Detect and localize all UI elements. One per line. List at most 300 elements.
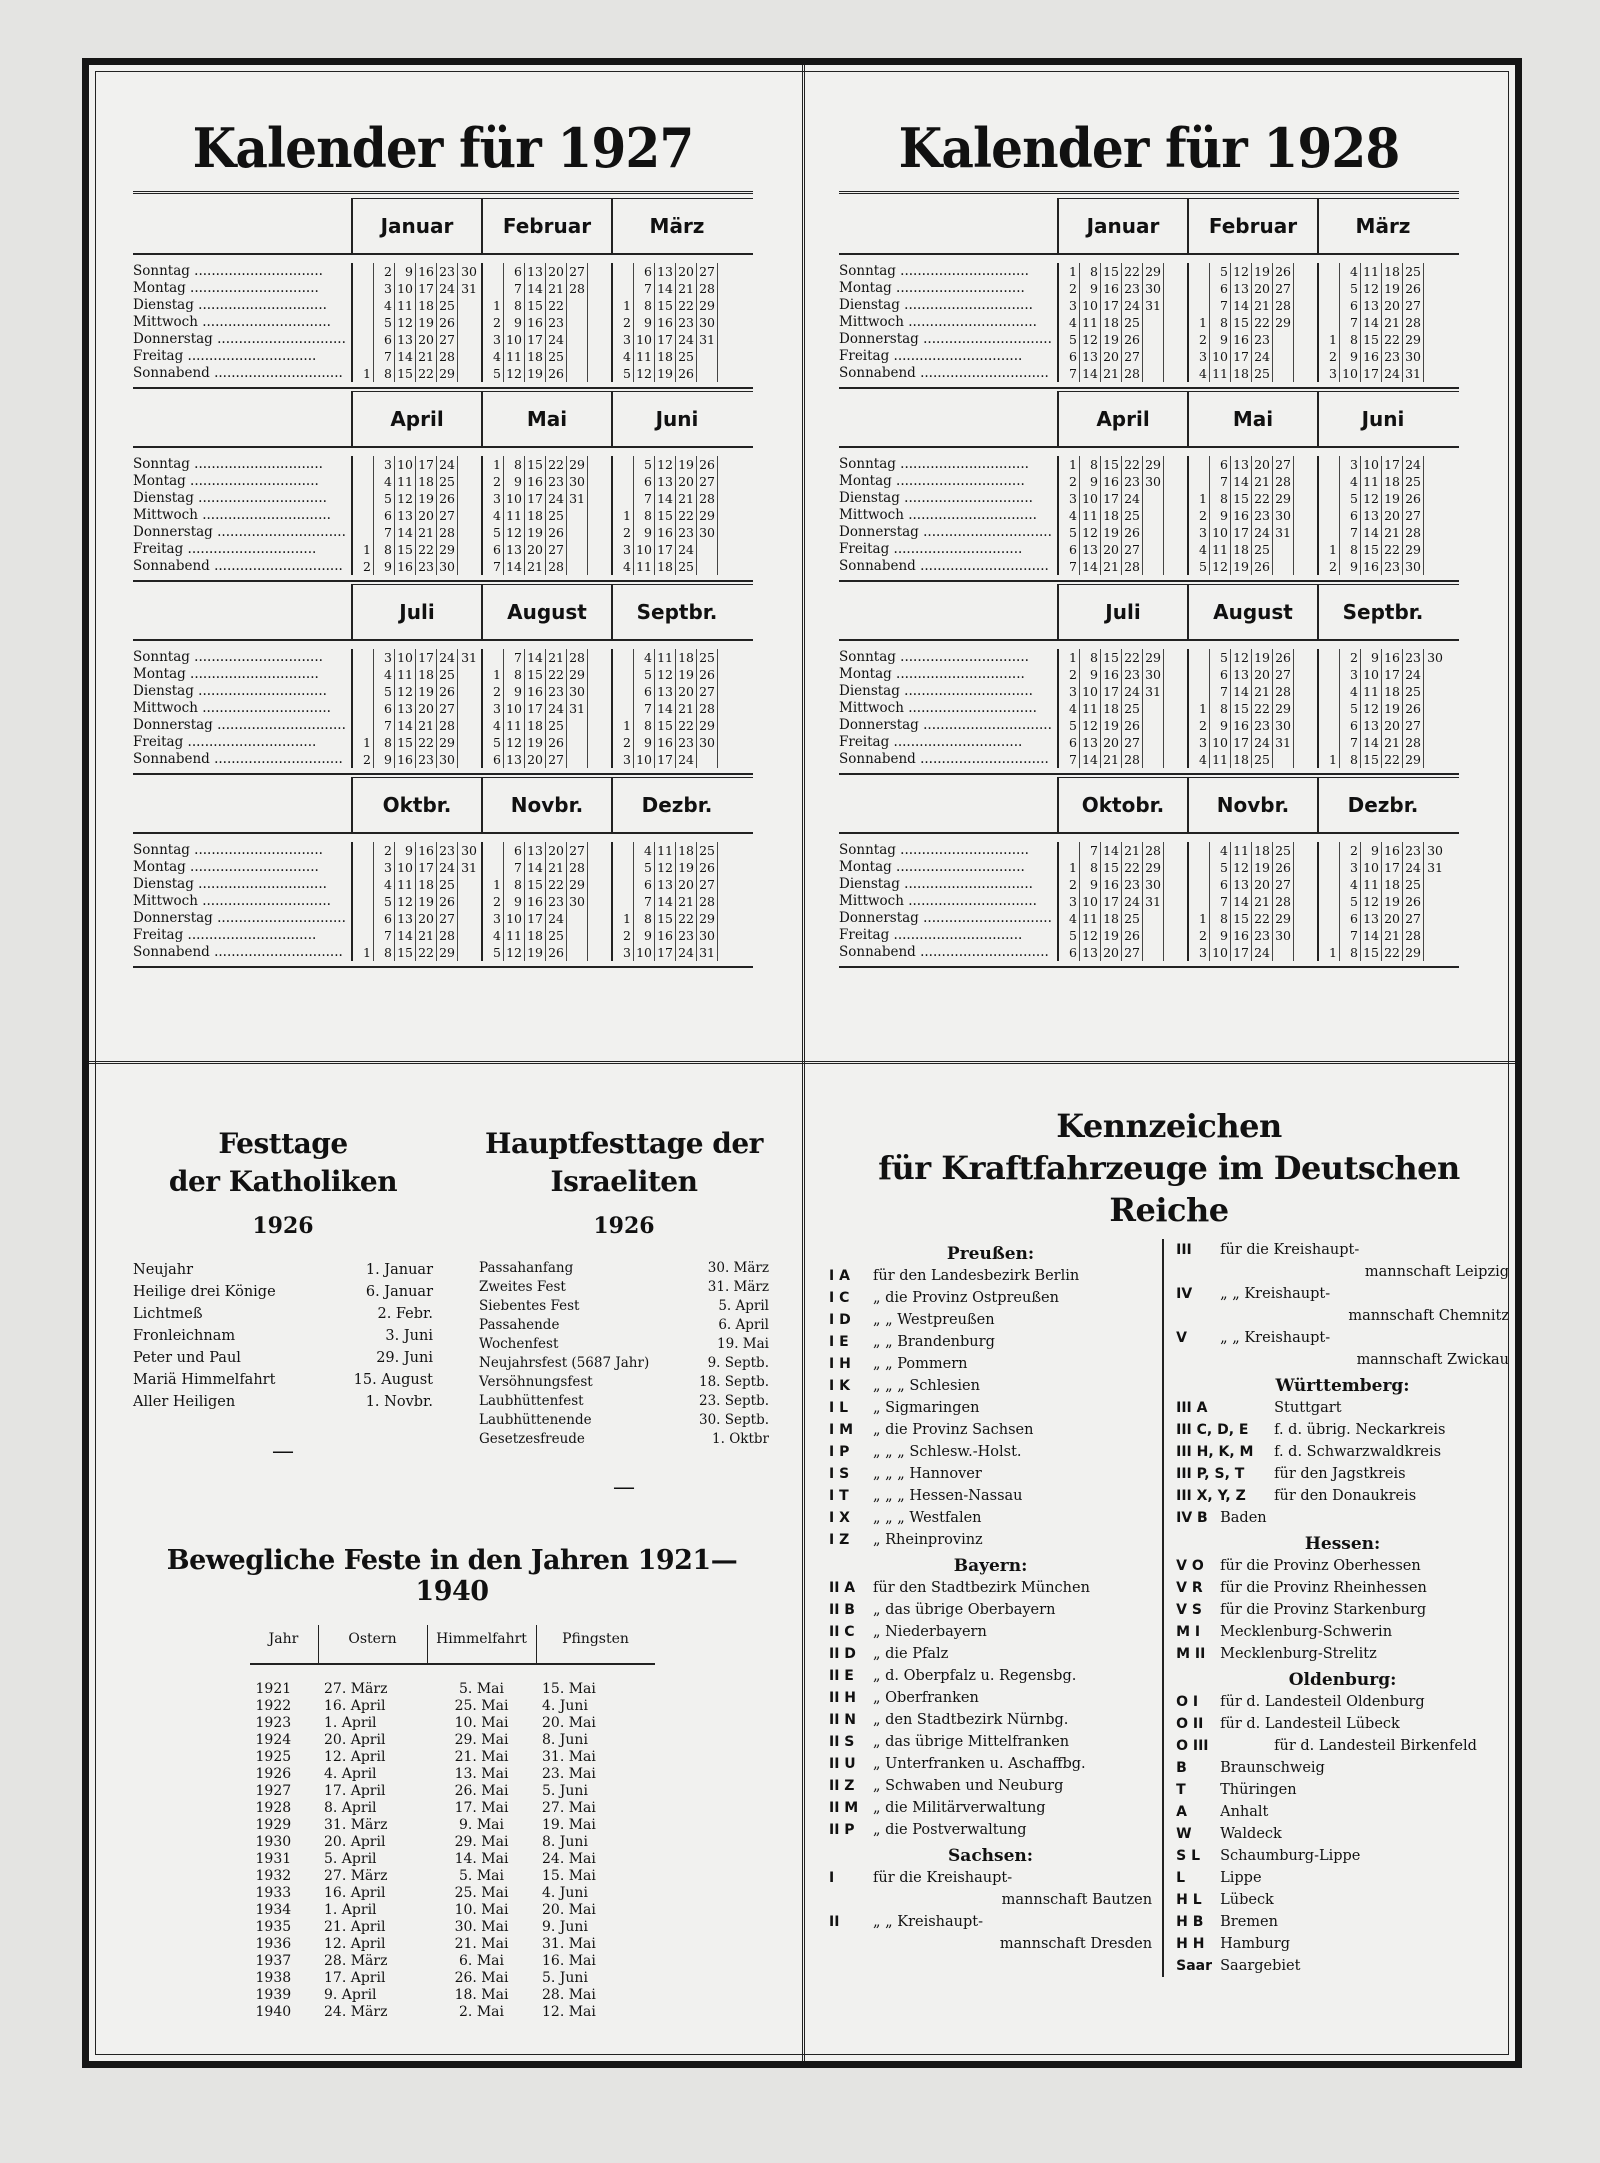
day-cell: 13 <box>395 331 416 348</box>
weekday-name: Dienstag <box>133 490 194 506</box>
fest-date: 30. Septb. <box>699 1412 769 1428</box>
plate-region: für die Kreishaupt- <box>1220 1242 1360 1258</box>
day-cell: 9 <box>634 524 655 541</box>
kennzeichen-row <box>829 1599 1152 1621</box>
week-row <box>1059 541 1187 558</box>
week-row <box>613 910 741 927</box>
day-cell <box>567 944 588 961</box>
table-cell: 28. März <box>324 1953 388 1969</box>
day-cell <box>1164 365 1185 382</box>
day-cell: 1 <box>1319 944 1340 961</box>
day-cell: 18 <box>1231 541 1252 558</box>
day-cell: 9 <box>504 893 525 910</box>
weekday-name: Sonntag <box>839 456 896 472</box>
plate-region: Baden <box>1220 1510 1267 1526</box>
day-cell: 19 <box>1382 490 1403 507</box>
plate-region: mannschaft Dresden <box>999 1936 1153 1952</box>
day-cell <box>458 473 479 490</box>
day-cell <box>718 263 739 280</box>
week-row <box>1319 348 1447 365</box>
day-cell: 24 <box>546 700 567 717</box>
day-cell <box>718 700 739 717</box>
table-cell: 21. Mai <box>454 1749 509 1765</box>
kennzeichen-row <box>829 1665 1152 1687</box>
kennzeichen-row <box>1176 1889 1509 1911</box>
weekday-name: Sonnabend <box>839 751 916 767</box>
day-cell: 20 <box>525 541 546 558</box>
day-cell <box>613 263 634 280</box>
day-cell: 14 <box>1361 314 1382 331</box>
month-name: Oktobr. <box>1057 778 1187 832</box>
week-row <box>1189 910 1317 927</box>
day-cell: 28 <box>1403 524 1424 541</box>
day-cell: 4 <box>1189 751 1210 768</box>
week-row <box>613 700 741 717</box>
day-cell <box>613 649 634 666</box>
plate-region: Lippe <box>1220 1870 1262 1886</box>
day-cell: 8 <box>504 666 525 683</box>
fest-item <box>479 1278 769 1297</box>
day-cell: 6 <box>483 751 504 768</box>
week-row <box>1059 700 1187 717</box>
day-cell: 6 <box>374 910 395 927</box>
day-cell: 26 <box>546 524 567 541</box>
day-cell: 19 <box>525 524 546 541</box>
day-cell: 16 <box>1231 717 1252 734</box>
day-cell: 1 <box>1059 649 1080 666</box>
day-cell: 9 <box>1210 927 1231 944</box>
day-cell <box>1294 490 1315 507</box>
month-name: Februar <box>1187 199 1317 253</box>
day-cell <box>1294 751 1315 768</box>
table-row <box>250 1817 655 1834</box>
week-row <box>353 456 481 473</box>
day-cell <box>588 348 609 365</box>
leader-dots: .............................. <box>197 700 331 716</box>
day-cell: 30 <box>1427 650 1443 665</box>
day-cell <box>1294 717 1315 734</box>
day-cell: 22 <box>1252 910 1273 927</box>
col-header-himmelfahrt: Himmelfahrt <box>427 1625 536 1664</box>
fest-date: 31. März <box>707 1279 769 1295</box>
plate-region: Waldeck <box>1220 1826 1282 1842</box>
day-cell: 26 <box>697 859 718 876</box>
weekday-label <box>133 683 351 700</box>
week-row <box>1189 876 1317 893</box>
kennzeichen-columns <box>829 1239 1509 1977</box>
day-cell: 25 <box>1403 876 1424 893</box>
fest-date: 30. März <box>707 1260 769 1276</box>
day-cell <box>588 751 609 768</box>
fest-name: Peter und Paul <box>133 1350 241 1366</box>
day-cell <box>613 280 634 297</box>
day-cell: 11 <box>1361 683 1382 700</box>
day-cell: 12 <box>504 365 525 382</box>
plate-region: „ die Militärverwaltung <box>873 1800 1046 1816</box>
leader-dots: .............................. <box>915 365 1049 381</box>
day-cell <box>567 734 588 751</box>
day-cell: 17 <box>525 490 546 507</box>
day-cell: 17 <box>525 700 546 717</box>
weekday-label <box>133 541 351 558</box>
leader-dots: .............................. <box>889 927 1023 943</box>
day-cell: 26 <box>546 365 567 382</box>
plate-region: mannschaft Bautzen <box>1001 1892 1153 1908</box>
week-row <box>1319 666 1447 683</box>
day-cell: 9 <box>374 558 395 575</box>
day-cell <box>588 524 609 541</box>
day-cell: 22 <box>1122 263 1143 280</box>
day-cell <box>1143 331 1164 348</box>
calendar-quarter <box>839 584 1459 775</box>
day-cell <box>588 263 609 280</box>
kennzeichen-row <box>829 1577 1152 1599</box>
kennzeichen-row <box>829 1375 1152 1397</box>
day-cell <box>718 490 739 507</box>
day-cell: 7 <box>1340 734 1361 751</box>
day-cell <box>1164 683 1185 700</box>
plate-region: „ Rheinprovinz <box>873 1532 983 1548</box>
day-cell <box>588 734 609 751</box>
day-cell: 1 <box>1059 456 1080 473</box>
plate-code: I S <box>829 1466 850 1482</box>
plate-region: für die Provinz Rheinhessen <box>1220 1580 1427 1596</box>
day-cell <box>718 365 739 382</box>
day-cell: 3 <box>613 944 634 961</box>
day-cell <box>1164 734 1185 751</box>
weekday-label <box>133 348 351 365</box>
day-cell <box>1319 859 1340 876</box>
day-cell <box>1143 700 1164 717</box>
day-cell <box>1319 700 1340 717</box>
table-cell: 5. Juni <box>542 1970 588 1986</box>
day-cell: 29 <box>567 876 588 893</box>
plate-code <box>1176 1349 1220 1371</box>
weekday-name: Montag <box>839 859 892 875</box>
weekday-label <box>133 314 351 331</box>
day-cell: 17 <box>655 331 676 348</box>
day-cell: 24 <box>1252 348 1273 365</box>
day-cell: 14 <box>1231 473 1252 490</box>
day-cell: 5 <box>483 734 504 751</box>
day-cell <box>1294 524 1315 541</box>
day-cell: 20 <box>1382 717 1403 734</box>
day-cell: 5 <box>1189 558 1210 575</box>
day-cell: 6 <box>634 473 655 490</box>
weekday-labels <box>839 842 1057 961</box>
day-cell: 8 <box>504 297 525 314</box>
day-cell: 31 <box>1143 893 1164 910</box>
day-cell: 22 <box>1252 490 1273 507</box>
week-row <box>1319 910 1447 927</box>
week-row <box>1189 717 1317 734</box>
day-cell <box>1143 944 1164 961</box>
day-cell: 25 <box>546 348 567 365</box>
day-cell: 12 <box>1361 700 1382 717</box>
plate-code: A <box>1176 1804 1187 1820</box>
fest-date: 1. Januar <box>365 1262 433 1278</box>
day-cell: 29 <box>567 456 588 473</box>
weekday-label <box>839 944 1057 961</box>
table-cell: 1928 <box>255 1800 292 1816</box>
weekday-labels <box>133 456 351 575</box>
day-cell: 11 <box>395 876 416 893</box>
day-cell: 2 <box>1059 280 1080 297</box>
day-cell: 26 <box>1403 490 1424 507</box>
table-cell: 14. Mai <box>454 1851 509 1867</box>
weekday-name: Dienstag <box>839 490 900 506</box>
weekday-name: Mittwoch <box>133 507 198 523</box>
day-cell <box>458 331 479 348</box>
day-cell <box>718 524 739 541</box>
week-row <box>483 927 611 944</box>
weekday-label <box>133 700 351 717</box>
day-cell: 23 <box>1403 649 1424 666</box>
day-cell: 24 <box>676 541 697 558</box>
day-cell: 3 <box>1340 456 1361 473</box>
day-cell <box>353 348 374 365</box>
day-cell <box>1164 314 1185 331</box>
day-cell: 21 <box>1382 524 1403 541</box>
fest-name: Versöhnungsfest <box>479 1374 593 1390</box>
plate-code <box>1176 1305 1220 1327</box>
week-row <box>1059 751 1187 768</box>
week-row <box>1189 734 1317 751</box>
day-cell: 20 <box>1382 910 1403 927</box>
day-cell: 11 <box>655 842 676 859</box>
day-cell: 20 <box>546 263 567 280</box>
day-cell: 13 <box>1080 541 1101 558</box>
day-cell: 9 <box>1080 666 1101 683</box>
plate-code <box>1176 1261 1220 1283</box>
day-cell: 12 <box>1231 859 1252 876</box>
day-cell: 30 <box>1273 507 1294 524</box>
day-cell: 31 <box>697 331 718 348</box>
week-row <box>1189 700 1317 717</box>
day-cell: 13 <box>1231 666 1252 683</box>
day-cell: 22 <box>1252 314 1273 331</box>
day-cell: 23 <box>416 751 437 768</box>
table-cell: 1921 <box>255 1681 292 1697</box>
day-cell: 17 <box>1231 524 1252 541</box>
day-cell <box>1164 263 1185 280</box>
day-cell <box>1294 541 1315 558</box>
table-cell: 8. Juni <box>542 1834 588 1850</box>
kennzeichen-row <box>829 1643 1152 1665</box>
fest-name: Laubhüttenfest <box>479 1393 584 1409</box>
day-cell <box>697 348 718 365</box>
kennzeichen-title-1: Kennzeichen <box>1056 1107 1282 1145</box>
day-cell: 10 <box>395 280 416 297</box>
weekday-label <box>839 893 1057 910</box>
weekday-label <box>839 473 1057 490</box>
day-cell <box>1294 842 1315 859</box>
day-cell <box>1294 473 1315 490</box>
day-cell: 31 <box>567 490 588 507</box>
plate-code: O II <box>1176 1716 1204 1732</box>
day-cell: 29 <box>697 297 718 314</box>
kennzeichen-section-heading: Württemberg: <box>1275 1376 1410 1396</box>
month-header-row <box>1057 198 1459 253</box>
day-cell: 27 <box>1273 456 1294 473</box>
day-cell: 8 <box>504 876 525 893</box>
day-cell: 16 <box>1231 331 1252 348</box>
day-cell: 10 <box>1210 524 1231 541</box>
day-cell <box>1319 927 1340 944</box>
day-cell: 14 <box>1231 683 1252 700</box>
day-cell: 27 <box>1403 507 1424 524</box>
week-row <box>613 263 741 280</box>
calendar-title: Kalender für 1928 <box>898 116 1400 180</box>
day-cell: 17 <box>1382 666 1403 683</box>
day-cell: 23 <box>437 263 458 280</box>
table-cell: 1933 <box>255 1885 292 1901</box>
bewegliche-body <box>250 1664 655 2021</box>
plate-code: I H <box>829 1356 851 1372</box>
leader-dots: .............................. <box>193 490 327 506</box>
day-cell: 17 <box>1361 365 1382 382</box>
week-row <box>613 717 741 734</box>
week-row <box>353 331 481 348</box>
weekday-name: Sonntag <box>133 456 190 472</box>
day-cell: 12 <box>1361 490 1382 507</box>
day-cell: 7 <box>1210 297 1231 314</box>
plate-region: mannschaft Leipzig <box>1364 1264 1509 1280</box>
day-cell <box>1294 927 1315 944</box>
day-cell <box>1273 944 1294 961</box>
day-cell <box>1294 507 1315 524</box>
leader-dots: .............................. <box>891 859 1025 875</box>
plate-region: für d. Landesteil Oldenburg <box>1220 1694 1425 1710</box>
table-row <box>250 1715 655 1732</box>
day-cell: 14 <box>1080 365 1101 382</box>
week-row <box>613 365 741 382</box>
day-cell: 7 <box>1210 473 1231 490</box>
day-cell <box>1143 541 1164 558</box>
day-cell: 3 <box>1059 893 1080 910</box>
day-cell: 25 <box>1403 263 1424 280</box>
day-cell <box>458 314 479 331</box>
week-row <box>483 541 611 558</box>
day-cell <box>1143 910 1164 927</box>
week-row <box>353 558 481 575</box>
day-cell <box>1189 456 1210 473</box>
day-cell <box>1164 859 1185 876</box>
day-cell <box>1164 910 1185 927</box>
week-row <box>353 944 481 961</box>
day-cell: 20 <box>1382 507 1403 524</box>
week-row <box>1319 876 1447 893</box>
weekday-label <box>133 751 351 768</box>
leader-dots: .............................. <box>918 524 1052 540</box>
day-cell: 2 <box>1189 507 1210 524</box>
day-cell <box>1189 473 1210 490</box>
leader-dots: .............................. <box>889 348 1023 364</box>
leader-dots: .............................. <box>918 717 1052 733</box>
day-cell: 14 <box>655 700 676 717</box>
day-cell: 9 <box>1080 473 1101 490</box>
day-cell: 4 <box>613 348 634 365</box>
day-cell: 16 <box>525 893 546 910</box>
day-cell <box>1164 348 1185 365</box>
day-cell <box>588 456 609 473</box>
day-cell: 7 <box>374 524 395 541</box>
day-cell: 22 <box>1122 859 1143 876</box>
day-cell: 14 <box>1361 524 1382 541</box>
quarter-body <box>133 639 753 775</box>
day-cell: 16 <box>655 314 676 331</box>
weekday-name: Donnerstag <box>133 524 213 540</box>
leader-dots: .............................. <box>891 666 1025 682</box>
week-row <box>613 683 741 700</box>
fest-item <box>133 1259 433 1281</box>
day-cell: 4 <box>374 876 395 893</box>
week-row <box>613 859 741 876</box>
day-cell <box>1319 717 1340 734</box>
week-row <box>1059 297 1187 314</box>
table-cell: 8. Juni <box>542 1732 588 1748</box>
day-cell: 15 <box>1361 331 1382 348</box>
day-cell: 6 <box>1059 734 1080 751</box>
month-header-row <box>351 777 753 832</box>
day-cell: 15 <box>1101 649 1122 666</box>
leader-dots: .............................. <box>918 331 1052 347</box>
day-cell: 15 <box>395 365 416 382</box>
day-cell: 3 <box>1059 683 1080 700</box>
day-cell <box>588 331 609 348</box>
day-cell: 29 <box>437 365 458 382</box>
day-cell: 7 <box>1059 751 1080 768</box>
table-cell: 12. April <box>324 1936 386 1952</box>
week-row <box>483 666 611 683</box>
day-cell: 11 <box>395 666 416 683</box>
day-cell: 10 <box>504 331 525 348</box>
day-cell: 11 <box>634 348 655 365</box>
day-cell: 24 <box>1403 666 1424 683</box>
weekday-label <box>133 558 351 575</box>
plate-code: III H, K, M <box>1176 1444 1254 1460</box>
day-cell: 9 <box>1361 842 1382 859</box>
plate-code: I P <box>829 1444 850 1460</box>
table-cell: 16. Mai <box>542 1953 596 1969</box>
day-cell: 18 <box>676 842 697 859</box>
day-cell: 6 <box>1059 944 1080 961</box>
bewegliche-title: Bewegliche Feste in den Jahren 1921—1940 <box>166 1545 738 1607</box>
day-cell <box>1424 263 1445 280</box>
day-cell <box>458 558 479 575</box>
table-row <box>250 1783 655 1800</box>
day-cell: 21 <box>1101 751 1122 768</box>
day-cell <box>1164 700 1185 717</box>
week-row <box>1059 859 1187 876</box>
day-cell: 5 <box>634 666 655 683</box>
week-row <box>1189 365 1317 382</box>
day-cell: 23 <box>1252 507 1273 524</box>
day-cell: 22 <box>676 717 697 734</box>
day-cell <box>1424 507 1445 524</box>
day-cell: 16 <box>655 734 676 751</box>
plate-code: I A <box>829 1268 850 1284</box>
day-cell <box>458 893 479 910</box>
day-cell <box>567 927 588 944</box>
day-cell: 12 <box>1080 927 1101 944</box>
plate-code: S L <box>1176 1848 1200 1864</box>
weekday-label <box>133 910 351 927</box>
day-cell: 31 <box>461 281 477 296</box>
festtage-israeliten <box>479 1125 769 1500</box>
day-cell <box>1189 893 1210 910</box>
col-header-pfingsten: Pfingsten <box>536 1625 655 1664</box>
